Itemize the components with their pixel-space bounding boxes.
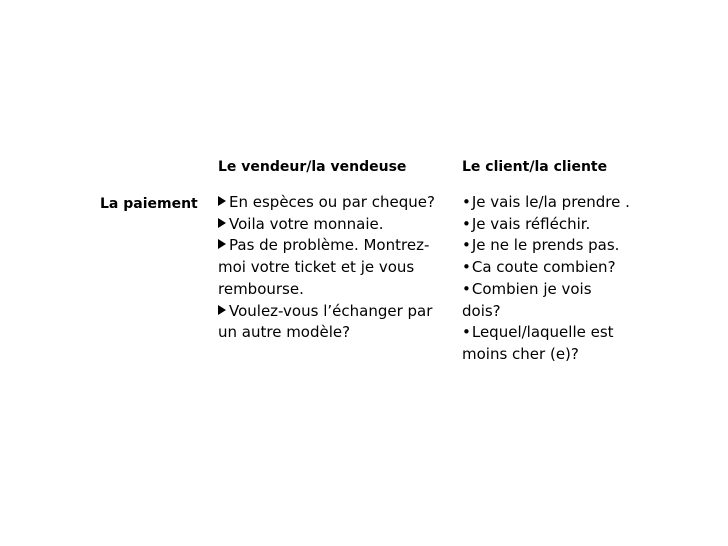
arrow-bullet-icon: [218, 305, 226, 315]
arrow-bullet-icon: [218, 196, 226, 206]
client-line: Combien je vois: [471, 279, 592, 298]
list-item-continuation: [218, 257, 453, 279]
client-line: dois?: [462, 301, 501, 320]
vendeur-line: Pas de problème. Montrez-: [229, 236, 430, 255]
dot-bullet-icon: •: [462, 193, 471, 211]
dot-bullet-icon: •: [462, 236, 471, 255]
arrow-bullet-icon: [218, 239, 226, 249]
column-header-vendeur: Le vendeur/la vendeuse: [218, 159, 407, 175]
dot-bullet-icon: •: [462, 279, 471, 298]
list-item: [462, 235, 652, 257]
column-header-client: Le client/la cliente: [462, 159, 608, 175]
dot-bullet-icon: •: [462, 323, 471, 342]
dot-bullet-icon: •: [462, 214, 471, 233]
client-phrases-list: [462, 192, 652, 366]
vendeur-line: rembourse.: [218, 279, 304, 298]
client-line: Je vais le/la prendre .: [471, 193, 630, 211]
list-item: [218, 301, 453, 323]
list-item-continuation: [462, 301, 652, 323]
list-item-continuation: [218, 322, 453, 344]
client-line: Je vais réfléchir.: [471, 214, 591, 233]
list-item-continuation: [218, 279, 453, 301]
list-item: [462, 322, 652, 344]
list-item: [218, 192, 453, 214]
list-item: [462, 257, 652, 279]
client-line: Ca coute combien?: [471, 258, 616, 277]
vendeur-line: Voila votre monnaie.: [229, 214, 384, 233]
client-line: Je ne le prends pas.: [471, 236, 620, 255]
client-line: moins cher (e)?: [462, 344, 579, 363]
dot-bullet-icon: •: [462, 258, 471, 277]
list-item: [462, 192, 652, 214]
vendeur-line: En espèces ou par cheque?: [229, 193, 435, 211]
list-item: [218, 235, 453, 257]
arrow-bullet-icon: [218, 218, 226, 228]
list-item: [462, 279, 652, 301]
vendeur-line: Voulez-vous l’échanger par: [229, 301, 433, 320]
vendeur-phrases-list: [218, 192, 453, 344]
list-item: [218, 214, 453, 236]
client-line: Lequel/laquelle est: [471, 323, 614, 342]
list-item-continuation: [462, 344, 652, 366]
vendeur-line: moi votre ticket et je vous: [218, 258, 415, 277]
list-item: [462, 214, 652, 236]
vendeur-line: un autre modèle?: [218, 323, 351, 342]
row-label-paiement: La paiement: [100, 196, 198, 212]
